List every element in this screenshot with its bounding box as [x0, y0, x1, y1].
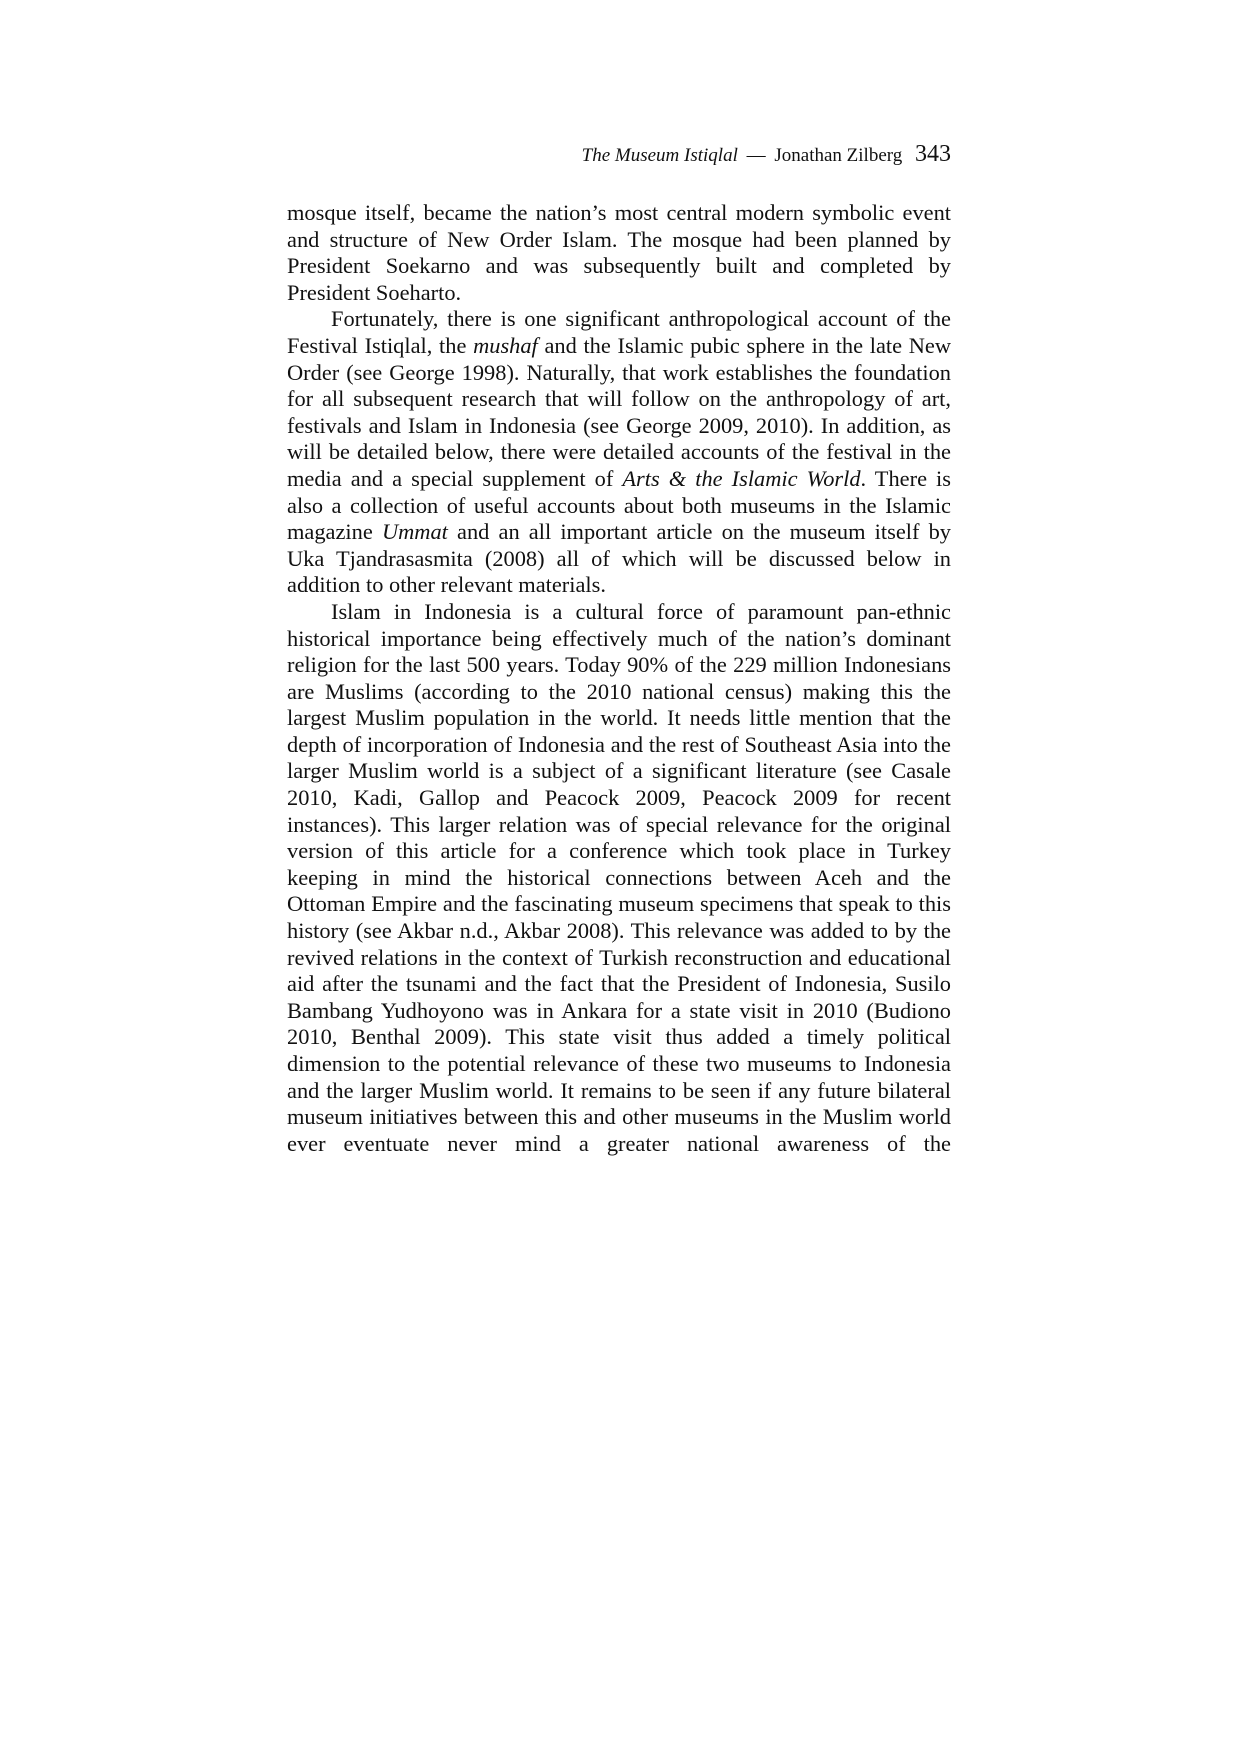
paragraph-2 [287, 306, 951, 599]
header-author: Jonathan Zilberg [774, 145, 903, 166]
paragraph-2-italic-magazine: Ummat [381, 519, 448, 545]
paragraph-1: mosque itself, became the nation’s most central modern symbolic event and structure of New Order Islam. The mosque had been planned by President Soekarno and was subsequently built and completed by President Soeharto. [287, 200, 951, 305]
header-separator: — [746, 145, 766, 166]
body-text [287, 200, 951, 1157]
paragraph-2-text-4: and an all important article on the museum itself by Uka Tjandrasasmita (2008) all of which will be discussed below in addition to other relevant materials. [287, 519, 951, 598]
paragraph-2-text-2: and the Islamic pubic sphere in the late New Order (see George 1998). Naturally, that work establishes the foundation for all subsequent research that will follow on the anthropology of art, festivals and Islam in Indonesia (see George 2009, 2010). In addition, as will be detailed below, there were detailed accounts of the festival in the media and a special supplement of [287, 332, 951, 491]
running-title: The Museum Istiqlal [581, 145, 738, 166]
running-header [287, 140, 951, 170]
page-number: 343 [915, 141, 951, 167]
paragraph-2-italic-mushaf: mushaf [473, 332, 538, 358]
paragraph-2-italic-publication: Arts & the Islamic World [622, 465, 861, 491]
paragraph-3: Islam in Indonesia is a cultural force of paramount pan-ethnic historical importance being effectively much of the nation’s dominant religion for the last 500 years. Today 90% of the 229 million Indonesians are Muslims (according to the 2010 national census) making this the largest Muslim population in the world. It needs little mention that the depth of incorporation of Indonesia and the rest of Southeast Asia into the larger Muslim world is a subject of a significant literature (see Casale 2010, Kadi, Gallop and Peacock 2009, Peacock 2009 for recent instances). This larger relation was of special relevance for the original version of this article for a conference which took place in Turkey keeping in mind the historical connections between Aceh and the Ottoman Empire and the fascinating museum specimens that speak to this history (see Akbar n.d., Akbar 2008). This relevance was added to by the revived relations in the context of Turkish reconstruction and educational aid after the tsunami and the fact that the President of Indonesia, Susilo Bambang Yudhoyono was in Ankara for a state visit in 2010 (Budiono 2010, Benthal 2009). This state visit thus added a timely political dimension to the potential relevance of these two museums to Indonesia and the larger Muslim world. It remains to be seen if any future bilateral museum initiatives between this and other museums in the Muslim world ever eventuate never mind a greater national awareness of the [287, 598, 951, 1156]
paragraph-2-text-3: . There is also a collection of useful accounts about both museums in the Islamic magazine [287, 465, 951, 545]
paragraph-2-text-1: Fortunately, there is one significant anthropological account of the Festival Istiqlal, the [287, 306, 951, 358]
